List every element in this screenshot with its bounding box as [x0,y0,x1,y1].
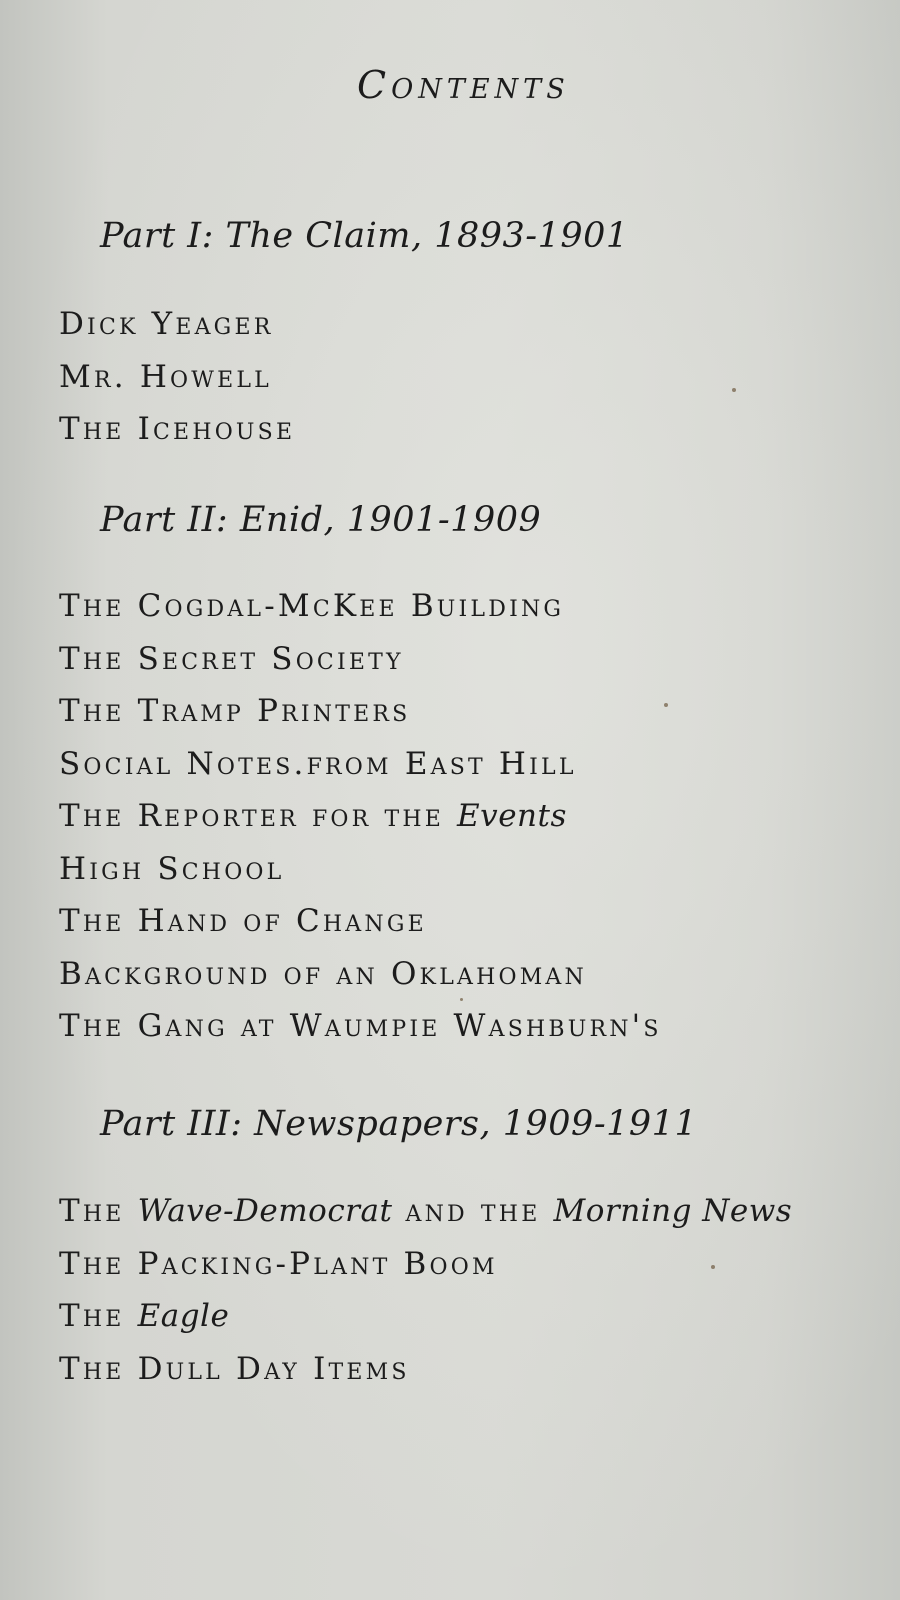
chapter-entry [59,1290,792,1343]
chapter-title-run: Mr. Howell [59,358,272,395]
chapter-title-italic-run: Wave-Democrat [137,1193,393,1229]
paper-speck [664,703,668,707]
chapter-title-run: The Hand of Change [59,903,427,939]
chapter-list-part-2 [59,580,662,1053]
chapter-entry [59,580,662,633]
chapter-title-run: The Dull Day Items [59,1350,410,1387]
chapter-entry [59,351,295,404]
chapter-title-run: and the [392,1193,554,1229]
chapter-title-run: The Reporter for the [59,798,458,834]
chapter-list-part-3 [59,1185,792,1395]
chapter-entry [59,1343,792,1396]
chapter-title-run: The Gang at Waumpie Washburn's [59,1008,662,1044]
chapter-title-italic-run: Eagle [137,1298,230,1334]
chapter-entry [59,1185,792,1238]
chapter-title-run: The Packing-Plant Boom [59,1245,498,1282]
chapter-entry [59,403,295,456]
chapter-title-run: Social Notes.from East Hill [59,745,577,782]
chapter-entry [59,298,295,351]
paper-speck [460,998,463,1001]
chapter-title-run: The Cogdal-McKee Building [59,588,565,624]
chapter-entry [59,895,662,948]
chapter-entry [59,843,662,896]
chapter-title-italic-run: Morning News [553,1193,793,1229]
chapter-entry [59,1238,792,1291]
part-heading-1: Part I: The Claim, 1893-1901 [100,216,629,256]
paper-speck [711,1265,715,1269]
chapter-entry [59,633,662,686]
chapter-title-run: The Secret Society [59,640,404,677]
chapter-title-run: The Tramp Printers [59,693,411,729]
chapter-title-run: The [59,1193,138,1229]
chapter-title-run: Background of an Oklahoman [59,955,587,992]
chapter-entry [59,1000,662,1053]
chapter-title-run: High School [59,850,285,887]
paper-speck [732,388,736,392]
chapter-entry [59,685,662,738]
chapter-entry [59,738,662,791]
chapter-list-part-1 [59,298,295,456]
page-title: Contents [357,63,570,107]
part-heading-3: Part III: Newspapers, 1909-1911 [100,1104,698,1144]
chapter-entry [59,948,662,1001]
chapter-title-italic-run: Events [457,798,567,834]
chapter-title-run: The [59,1298,138,1334]
chapter-entry [59,790,662,843]
chapter-title-run: Dick Yeager [59,306,274,342]
chapter-title-run: The Icehouse [59,411,296,447]
part-heading-2: Part II: Enid, 1901-1909 [100,500,542,540]
